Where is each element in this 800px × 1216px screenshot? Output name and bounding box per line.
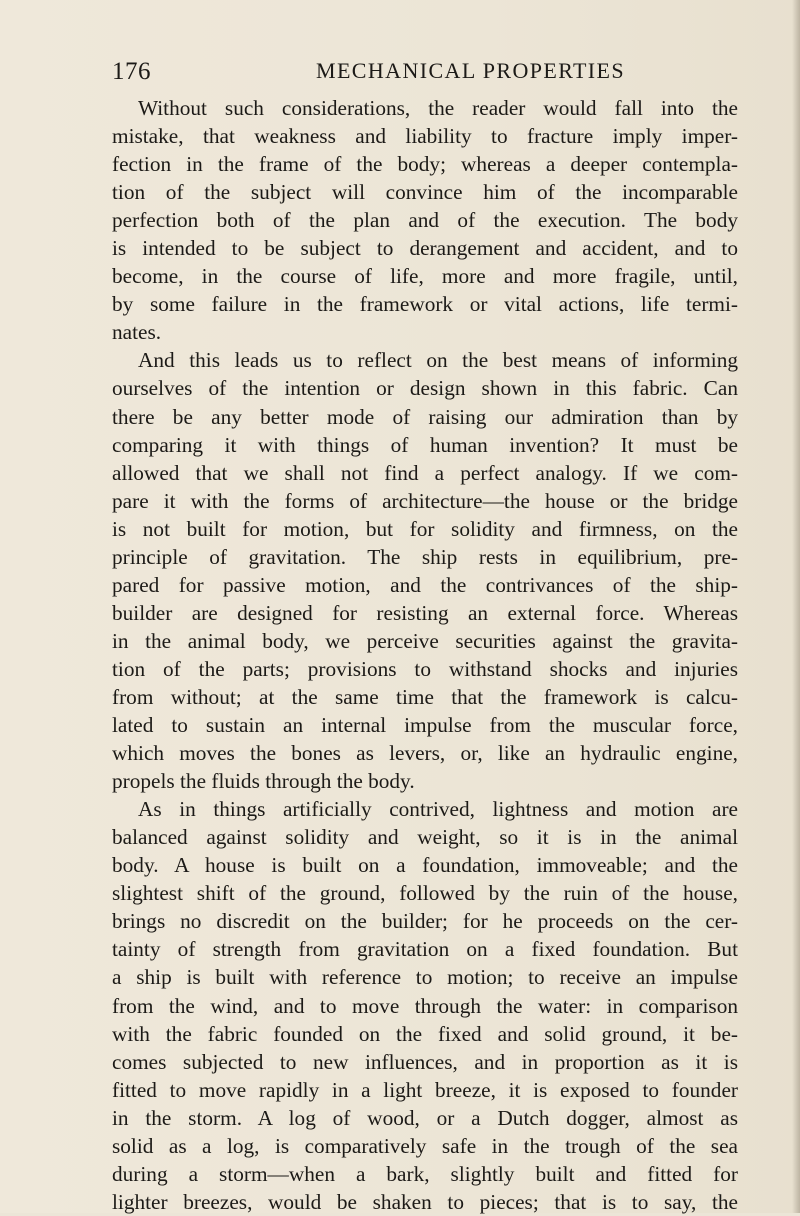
text-line: fection in the frame of the body; whereas a deeper contempla-	[112, 152, 738, 177]
text-line: by some failure in the framework or vital actions, life termi-	[112, 292, 738, 317]
text-line: principle of gravitation. The ship rests in equilibrium, pre-	[112, 544, 738, 569]
text-line: pare it with the forms of architecture—the house or the bridge	[112, 488, 738, 513]
text-line: a ship is built with reference to motion; to receive an impulse	[112, 965, 738, 990]
page-header	[112, 58, 738, 94]
text-line: from the wind, and to move through the water: in comparison	[112, 993, 738, 1018]
text-line: from without; at the same time that the framework is calcu-	[112, 684, 738, 709]
text-line: nates.	[112, 320, 162, 345]
text-line: body. A house is built on a foundation, immoveable; and the	[112, 853, 738, 878]
text-line: in the animal body, we perceive securities against the gravita-	[112, 628, 738, 653]
text-line: And this leads us to reflect on the best means of informing	[138, 348, 738, 373]
text-line: in the storm. A log of wood, or a Dutch dogger, almost as	[112, 1105, 738, 1130]
text-line: brings no discredit on the builder; for he proceeds on the cer-	[112, 909, 738, 934]
text-line: ourselves of the intention or design shown in this fabric. Can	[112, 376, 738, 401]
text-line: pared for passive motion, and the contrivances of the ship-	[112, 572, 738, 597]
text-line: perfection both of the plan and of the execution. The body	[112, 208, 738, 233]
text-line: lated to sustain an internal impulse from the muscular force,	[112, 713, 738, 738]
text-line: comparing it with things of human invention? It must be	[112, 432, 738, 457]
text-line: become, in the course of life, more and more fragile, until,	[112, 264, 738, 289]
text-line: is not built for motion, but for solidity and firmness, on the	[112, 516, 738, 541]
text-line: tion of the subject will convince him of the incomparable	[112, 180, 738, 205]
text-line: balanced against solidity and weight, so it is in the animal	[112, 825, 738, 850]
text-line: there be any better mode of raising our admiration than by	[112, 404, 738, 429]
text-line: solid as a log, is comparatively safe in the trough of the sea	[112, 1133, 738, 1158]
text-line: which moves the bones as levers, or, like an hydraulic engine,	[112, 741, 738, 766]
text-line: mistake, that weakness and liability to fracture imply imper-	[112, 124, 738, 149]
text-line: with the fabric founded on the fixed and solid ground, it be-	[112, 1021, 738, 1046]
body-text	[112, 94, 738, 1216]
text-line: slightest shift of the ground, followed by the ruin of the house,	[112, 881, 738, 906]
page-edge-shadow	[792, 0, 800, 1213]
running-head: MECHANICAL PROPERTIES	[316, 58, 626, 83]
text-line: Without such considerations, the reader would fall into the	[138, 96, 738, 120]
text-line: As in things artificially contrived, lightness and motion are	[138, 797, 738, 822]
text-line: during a storm—when a bark, slightly built and fitted for	[112, 1161, 738, 1186]
text-line: lighter breezes, would be shaken to pieces; that is to say, the	[112, 1189, 738, 1214]
text-line: fitted to move rapidly in a light breeze, it is exposed to founder	[112, 1077, 738, 1102]
text-line: builder are designed for resisting an external force. Whereas	[112, 600, 738, 625]
text-line: allowed that we shall not find a perfect analogy. If we com-	[112, 460, 738, 485]
text-line: tainty of strength from gravitation on a fixed foundation. But	[112, 937, 738, 962]
text-line: comes subjected to new influences, and in proportion as it is	[112, 1049, 738, 1074]
text-line: tion of the parts; provisions to withstand shocks and injuries	[112, 656, 738, 681]
page-number: 176	[112, 58, 151, 85]
text-line: is intended to be subject to derangement and accident, and to	[112, 236, 738, 261]
text-line: propels the fluids through the body.	[112, 769, 415, 794]
